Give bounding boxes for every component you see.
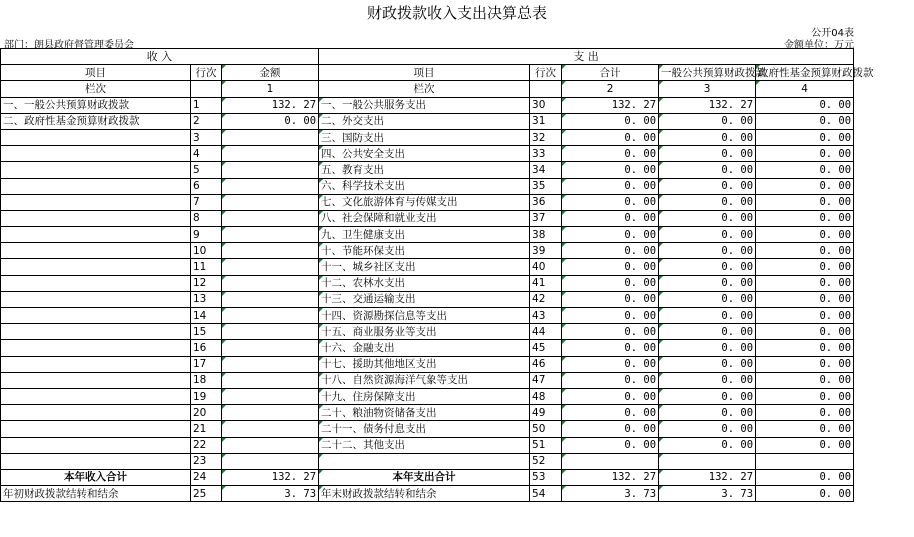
total-row — [1, 469, 854, 485]
expense-item-cell: 五、教育支出 — [319, 162, 530, 178]
general-budget-cell: 0. 00 — [659, 372, 756, 388]
income-amount-cell — [222, 437, 319, 453]
expense-rowno-header: 行次 — [530, 65, 562, 81]
income-rowno-cell: 14 — [191, 308, 222, 324]
income-rowno-cell: 8 — [191, 210, 222, 226]
income-rowno-cell: 2 — [191, 113, 222, 129]
gov-fund-cell: 0. 00 — [756, 405, 854, 421]
income-item-cell — [1, 210, 191, 226]
general-budget-cell: 0. 00 — [659, 210, 756, 226]
unit-label: 金额单位：万元 — [784, 40, 854, 51]
income-item-cell — [1, 405, 191, 421]
expense-item-cell: 九、卫生健康支出 — [319, 227, 530, 243]
gov-fund-cell: 0. 00 — [756, 227, 854, 243]
expense-item-header: 项目 — [319, 65, 530, 81]
form-code: 公开04表 — [811, 28, 854, 39]
income-amount-cell — [222, 210, 319, 226]
income-amount-cell — [222, 308, 319, 324]
income-rowno-header: 行次 — [191, 65, 222, 81]
income-col-blank — [191, 81, 222, 97]
expense-rowno-cell: 36 — [530, 194, 562, 210]
expense-item-cell — [319, 453, 530, 469]
expense-item-cell: 七、文化旅游体育与传媒支出 — [319, 194, 530, 210]
gov-fund-cell: 0. 00 — [756, 259, 854, 275]
table-row — [1, 405, 854, 421]
expense-rowno-cell: 49 — [530, 405, 562, 421]
table-row — [1, 129, 854, 145]
gov-fund-cell: 0. 00 — [756, 129, 854, 145]
table-row — [1, 146, 854, 162]
expense-total-cell: 0. 00 — [562, 405, 659, 421]
expense-item-cell: 十五、商业服务业等支出 — [319, 324, 530, 340]
table-row — [1, 194, 854, 210]
expense-item-cell: 十三、交通运输支出 — [319, 291, 530, 307]
table-row — [1, 243, 854, 259]
expense-section-header: 支 出 — [319, 49, 854, 65]
expense-item-cell: 年末财政拨款结转和结余 — [319, 486, 530, 502]
general-budget-cell: 0. 00 — [659, 275, 756, 291]
income-item-cell: 本年收入合计 — [1, 469, 191, 485]
income-amount-cell — [222, 405, 319, 421]
gov-fund-cell: 0. 00 — [756, 486, 854, 502]
income-item-cell — [1, 259, 191, 275]
table-row — [1, 259, 854, 275]
expense-rowno-cell: 51 — [530, 437, 562, 453]
income-rowno-cell: 9 — [191, 227, 222, 243]
gov-fund-cell: 0. 00 — [756, 275, 854, 291]
table-row — [1, 210, 854, 226]
expense-item-cell: 十九、住房保障支出 — [319, 388, 530, 404]
table-row — [1, 227, 854, 243]
general-budget-cell: 0. 00 — [659, 308, 756, 324]
income-amount-cell — [222, 372, 319, 388]
expense-item-cell: 一、一般公共服务支出 — [319, 97, 530, 113]
income-rowno-cell: 25 — [191, 486, 222, 502]
income-item-cell — [1, 178, 191, 194]
general-budget-cell: 0. 00 — [659, 259, 756, 275]
expense-item-cell: 八、社会保障和就业支出 — [319, 210, 530, 226]
income-section-header: 收 入 — [1, 49, 319, 65]
income-amount-cell — [222, 421, 319, 437]
table-row — [1, 162, 854, 178]
income-rowno-cell: 1 — [191, 97, 222, 113]
general-budget-cell: 0. 00 — [659, 421, 756, 437]
expense-rowno-cell: 37 — [530, 210, 562, 226]
general-budget-cell: 0. 00 — [659, 340, 756, 356]
general-budget-cell: 0. 00 — [659, 405, 756, 421]
general-budget-cell: 0. 00 — [659, 178, 756, 194]
general-budget-cell: 3. 73 — [659, 486, 756, 502]
expense-item-cell: 二十一、债务付息支出 — [319, 421, 530, 437]
expense-total-cell: 0. 00 — [562, 113, 659, 129]
expense-rowno-cell: 35 — [530, 178, 562, 194]
gov-fund-cell: 0. 00 — [756, 291, 854, 307]
gov-fund-cell: 0. 00 — [756, 97, 854, 113]
expense-rowno-cell: 40 — [530, 259, 562, 275]
general-budget-cell: 132. 27 — [659, 469, 756, 485]
income-amount-cell — [222, 388, 319, 404]
expense-total-cell: 0. 00 — [562, 437, 659, 453]
gov-fund-cell: 0. 00 — [756, 437, 854, 453]
income-amount-cell — [222, 340, 319, 356]
income-rowno-cell: 15 — [191, 324, 222, 340]
income-item-cell — [1, 291, 191, 307]
expense-total-cell: 0. 00 — [562, 388, 659, 404]
expense-item-cell: 二十、粮油物资储备支出 — [319, 405, 530, 421]
expense-item-cell: 二十二、其他支出 — [319, 437, 530, 453]
income-rowno-cell: 18 — [191, 372, 222, 388]
income-amount-cell — [222, 227, 319, 243]
income-item-cell — [1, 308, 191, 324]
table-row — [1, 324, 854, 340]
expense-total-cell: 0. 00 — [562, 259, 659, 275]
expense-total-cell: 0. 00 — [562, 243, 659, 259]
income-rowno-cell: 10 — [191, 243, 222, 259]
general-budget-cell: 0. 00 — [659, 388, 756, 404]
income-rowno-cell: 3 — [191, 129, 222, 145]
general-budget-cell: 0. 00 — [659, 324, 756, 340]
expense-total-cell: 0. 00 — [562, 178, 659, 194]
income-rowno-cell: 23 — [191, 453, 222, 469]
expense-rowno-cell: 50 — [530, 421, 562, 437]
page-title: 财政拨款收入支出决算总表 — [366, 4, 547, 22]
expense-col-index-4: 4 — [756, 81, 854, 97]
expense-total-header: 合计 — [562, 65, 659, 81]
expense-rowno-cell: 46 — [530, 356, 562, 372]
income-amount-cell — [222, 162, 319, 178]
income-rowno-cell: 17 — [191, 356, 222, 372]
expense-rowno-cell: 31 — [530, 113, 562, 129]
expense-rowno-cell: 47 — [530, 372, 562, 388]
gov-fund-cell: 0. 00 — [756, 194, 854, 210]
income-rowno-cell: 16 — [191, 340, 222, 356]
expense-item-cell: 六、科学技术支出 — [319, 178, 530, 194]
table-row — [1, 308, 854, 324]
table-row — [1, 421, 854, 437]
expense-total-cell: 132. 27 — [562, 97, 659, 113]
gov-fund-cell: 0. 00 — [756, 388, 854, 404]
income-rowno-cell: 20 — [191, 405, 222, 421]
expense-total-cell: 0. 00 — [562, 162, 659, 178]
income-item-cell — [1, 194, 191, 210]
income-item-cell: 一、一般公共预算财政拨款 — [1, 97, 191, 113]
expense-item-cell: 四、公共安全支出 — [319, 146, 530, 162]
budget-table — [0, 48, 874, 502]
gov-fund-cell: 0. 00 — [756, 113, 854, 129]
expense-col-index-2: 2 — [562, 81, 659, 97]
income-item-cell: 二、政府性基金预算财政拨款 — [1, 113, 191, 129]
table-row — [1, 356, 854, 372]
income-item-cell — [1, 146, 191, 162]
expense-rowno-cell: 41 — [530, 275, 562, 291]
income-item-cell — [1, 421, 191, 437]
expense-item-cell: 十八、自然资源海洋气象等支出 — [319, 372, 530, 388]
expense-total-cell: 0. 00 — [562, 308, 659, 324]
expense-rowno-cell: 48 — [530, 388, 562, 404]
expense-total-cell: 0. 00 — [562, 324, 659, 340]
general-budget-cell: 0. 00 — [659, 227, 756, 243]
expense-item-cell: 十七、援助其他地区支出 — [319, 356, 530, 372]
expense-rowno-cell: 32 — [530, 129, 562, 145]
table-row — [1, 372, 854, 388]
table-row — [1, 340, 854, 356]
gov-fund-cell: 0. 00 — [756, 356, 854, 372]
general-budget-cell: 0. 00 — [659, 437, 756, 453]
expense-item-cell: 本年支出合计 — [319, 469, 530, 485]
income-rowno-cell: 7 — [191, 194, 222, 210]
table-row — [1, 388, 854, 404]
income-col-index: 1 — [222, 81, 319, 97]
expense-rowno-cell: 38 — [530, 227, 562, 243]
income-amount-header: 金额 — [222, 65, 319, 81]
expense-total-cell: 132. 27 — [562, 469, 659, 485]
expense-rowno-cell: 43 — [530, 308, 562, 324]
expense-item-cell: 十四、资源勘探信息等支出 — [319, 308, 530, 324]
income-amount-cell — [222, 243, 319, 259]
income-amount-cell — [222, 194, 319, 210]
expense-total-cell: 0. 00 — [562, 129, 659, 145]
expense-total-cell: 0. 00 — [562, 372, 659, 388]
income-rowno-cell: 5 — [191, 162, 222, 178]
expense-rowno-cell: 54 — [530, 486, 562, 502]
gov-fund-cell: 0. 00 — [756, 469, 854, 485]
expense-total-cell: 0. 00 — [562, 340, 659, 356]
income-rowno-cell: 12 — [191, 275, 222, 291]
expense-rowno-cell: 53 — [530, 469, 562, 485]
expense-rowno-cell: 39 — [530, 243, 562, 259]
income-rowno-cell: 21 — [191, 421, 222, 437]
general-budget-cell: 0. 00 — [659, 194, 756, 210]
income-item-cell — [1, 275, 191, 291]
income-amount-cell — [222, 324, 319, 340]
gov-fund-cell: 0. 00 — [756, 340, 854, 356]
department-label: 部门：朗县政府督管理委员会 — [4, 40, 134, 51]
general-budget-header: 一般公共预算财政拨款 — [659, 65, 756, 81]
income-amount-cell — [222, 356, 319, 372]
expense-total-cell: 0. 00 — [562, 146, 659, 162]
column-index-row — [1, 81, 854, 97]
expense-col-blank — [530, 81, 562, 97]
general-budget-cell: 0. 00 — [659, 291, 756, 307]
income-amount-cell — [222, 146, 319, 162]
income-item-cell — [1, 388, 191, 404]
income-item-cell — [1, 227, 191, 243]
gov-fund-cell: 0. 00 — [756, 210, 854, 226]
expense-rowno-cell: 42 — [530, 291, 562, 307]
income-amount-cell — [222, 291, 319, 307]
income-rowno-cell: 4 — [191, 146, 222, 162]
income-amount-cell — [222, 275, 319, 291]
income-amount-cell: 132. 27 — [222, 97, 319, 113]
expense-total-cell: 0. 00 — [562, 421, 659, 437]
expense-item-cell: 十、节能环保支出 — [319, 243, 530, 259]
table-row — [1, 453, 854, 469]
gov-fund-cell: 0. 00 — [756, 178, 854, 194]
expense-item-cell: 三、国防支出 — [319, 129, 530, 145]
income-rowno-cell: 11 — [191, 259, 222, 275]
expense-item-cell: 十二、农林水支出 — [319, 275, 530, 291]
income-rowno-cell: 6 — [191, 178, 222, 194]
expense-rowno-cell: 52 — [530, 453, 562, 469]
expense-total-cell — [562, 453, 659, 469]
income-amount-cell: 3. 73 — [222, 486, 319, 502]
income-amount-cell — [222, 129, 319, 145]
income-item-cell — [1, 453, 191, 469]
expense-total-cell: 0. 00 — [562, 227, 659, 243]
income-rowno-cell: 13 — [191, 291, 222, 307]
income-item-cell — [1, 372, 191, 388]
general-budget-cell: 132. 27 — [659, 97, 756, 113]
table-row — [1, 97, 854, 113]
gov-fund-cell: 0. 00 — [756, 308, 854, 324]
income-amount-cell — [222, 259, 319, 275]
table-row — [1, 275, 854, 291]
gov-fund-header: 政府性基金预算财政拨款 — [756, 65, 854, 81]
general-budget-cell: 0. 00 — [659, 356, 756, 372]
expense-rowno-cell: 30 — [530, 97, 562, 113]
income-item-cell: 年初财政拨款结转和结余 — [1, 486, 191, 502]
general-budget-cell: 0. 00 — [659, 162, 756, 178]
expense-total-cell: 0. 00 — [562, 291, 659, 307]
table-row — [1, 178, 854, 194]
income-amount-cell — [222, 178, 319, 194]
expense-rowno-cell: 33 — [530, 146, 562, 162]
general-budget-cell: 0. 00 — [659, 129, 756, 145]
income-item-cell — [1, 162, 191, 178]
income-item-header: 项目 — [1, 65, 191, 81]
expense-total-cell: 0. 00 — [562, 194, 659, 210]
general-budget-cell — [659, 453, 756, 469]
income-item-cell — [1, 437, 191, 453]
income-col-label: 栏次 — [1, 81, 191, 97]
table-row — [1, 437, 854, 453]
expense-item-cell: 十一、城乡社区支出 — [319, 259, 530, 275]
gov-fund-cell: 0. 00 — [756, 243, 854, 259]
gov-fund-cell: 0. 00 — [756, 146, 854, 162]
gov-fund-cell: 0. 00 — [756, 162, 854, 178]
column-header-row — [1, 65, 854, 81]
expense-rowno-cell: 34 — [530, 162, 562, 178]
income-amount-cell — [222, 453, 319, 469]
expense-item-cell: 二、外交支出 — [319, 113, 530, 129]
table-row — [1, 113, 854, 129]
income-item-cell — [1, 324, 191, 340]
expense-total-cell: 3. 73 — [562, 486, 659, 502]
gov-fund-cell: 0. 00 — [756, 324, 854, 340]
general-budget-cell: 0. 00 — [659, 243, 756, 259]
income-item-cell — [1, 356, 191, 372]
income-amount-cell: 0. 00 — [222, 113, 319, 129]
income-item-cell — [1, 340, 191, 356]
gov-fund-cell: 0. 00 — [756, 372, 854, 388]
gov-fund-cell — [756, 453, 854, 469]
income-rowno-cell: 22 — [191, 437, 222, 453]
table-row — [1, 291, 854, 307]
expense-item-cell: 十六、金融支出 — [319, 340, 530, 356]
income-amount-cell: 132. 27 — [222, 469, 319, 485]
expense-col-label: 栏次 — [319, 81, 530, 97]
expense-total-cell: 0. 00 — [562, 356, 659, 372]
income-rowno-cell: 19 — [191, 388, 222, 404]
income-item-cell — [1, 243, 191, 259]
expense-rowno-cell: 44 — [530, 324, 562, 340]
section-header-row — [1, 49, 854, 65]
expense-col-index-3: 3 — [659, 81, 756, 97]
income-rowno-cell: 24 — [191, 469, 222, 485]
gov-fund-cell: 0. 00 — [756, 421, 854, 437]
expense-total-cell: 0. 00 — [562, 275, 659, 291]
balance-row — [1, 486, 854, 502]
expense-total-cell: 0. 00 — [562, 210, 659, 226]
expense-rowno-cell: 45 — [530, 340, 562, 356]
general-budget-cell: 0. 00 — [659, 113, 756, 129]
general-budget-cell: 0. 00 — [659, 146, 756, 162]
income-item-cell — [1, 129, 191, 145]
